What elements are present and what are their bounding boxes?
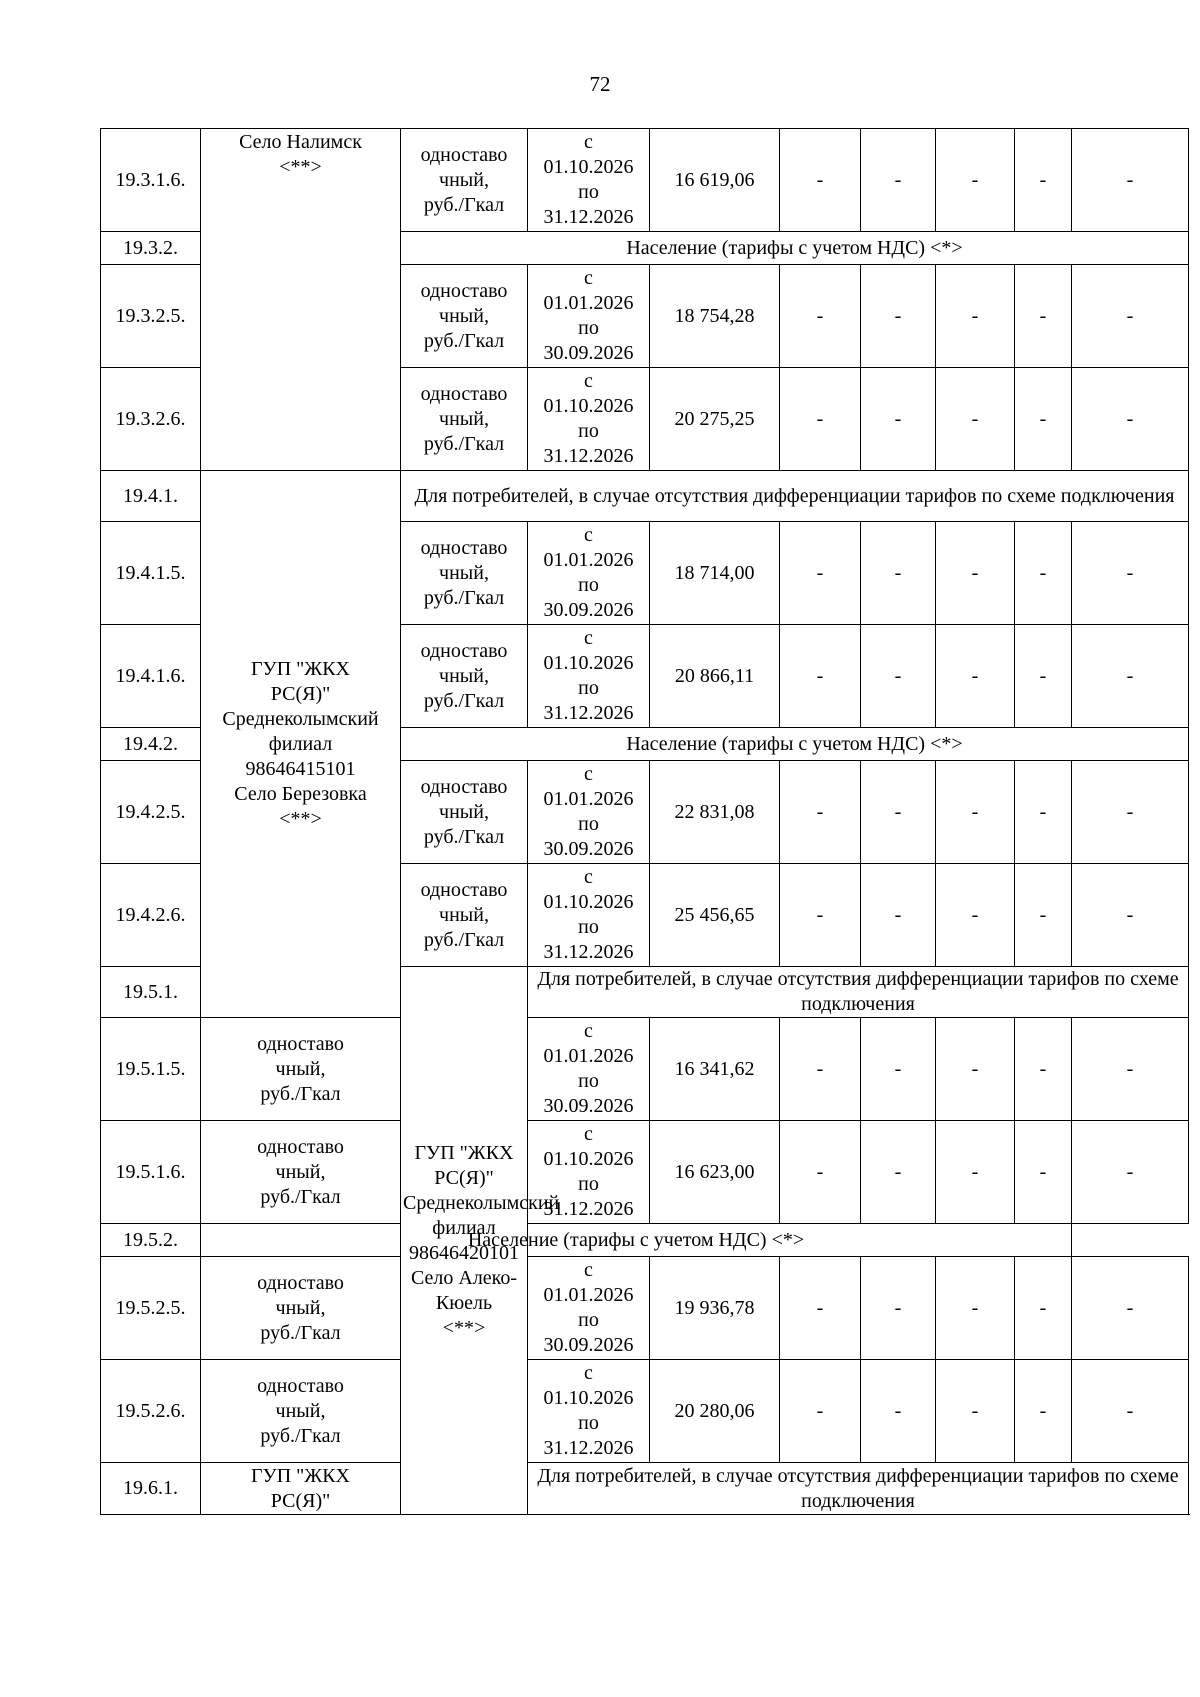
empty-value-cell: - (861, 625, 936, 728)
empty-value-cell: - (936, 1121, 1015, 1224)
empty-value-cell: - (780, 129, 861, 232)
empty-value-cell: - (861, 1360, 936, 1463)
table-row (101, 1360, 1189, 1463)
empty-value-cell: - (1015, 1121, 1072, 1224)
empty-value-cell: - (861, 129, 936, 232)
empty-value-cell: - (936, 522, 1015, 625)
empty-value-cell: - (861, 1257, 936, 1360)
tariff-value-cell: 16 623,00 (650, 1121, 780, 1224)
row-code: 19.3.2.6. (101, 368, 201, 471)
row-code: 19.3.2.5. (101, 265, 201, 368)
period-cell: с 01.01.2026 по 30.09.2026 (528, 761, 650, 864)
empty-value-cell: - (1015, 864, 1072, 967)
tariff-type-cell: одноставо чный, руб./Гкал (401, 864, 528, 967)
tariff-type-cell: одноставо чный, руб./Гкал (401, 522, 528, 625)
tariff-type-cell: одноставо чный, руб./Гкал (201, 1257, 401, 1360)
empty-value-cell: - (936, 625, 1015, 728)
empty-value-cell: - (1015, 368, 1072, 471)
tariff-type-cell: одноставо чный, руб./Гкал (401, 129, 528, 232)
period-cell: с 01.10.2026 по 31.12.2026 (528, 129, 650, 232)
empty-value-cell: - (1015, 625, 1072, 728)
period-cell: с 01.01.2026 по 30.09.2026 (528, 522, 650, 625)
period-cell: с 01.01.2026 по 30.09.2026 (528, 265, 650, 368)
population-header: Население (тарифы с учетом НДС) <*> (201, 1224, 1072, 1257)
tariff-type-cell: одноставо чный, руб./Гкал (401, 368, 528, 471)
row-code: 19.3.2. (101, 232, 201, 265)
row-code: 19.4.1.5. (101, 522, 201, 625)
row-code: 19.5.2. (101, 1224, 201, 1257)
tariff-type-cell: одноставо чный, руб./Гкал (201, 1121, 401, 1224)
period-cell: с 01.10.2026 по 31.12.2026 (528, 1360, 650, 1463)
consumer-group-header: Для потребителей, в случае отсутствия дифференциации тарифов по схеме подключения (528, 967, 1189, 1018)
empty-value-cell: - (780, 522, 861, 625)
population-header: Население (тарифы с учетом НДС) <*> (401, 232, 1189, 265)
table-row (101, 129, 1189, 232)
table-row (101, 471, 1189, 522)
empty-value-cell: - (780, 265, 861, 368)
row-code: 19.5.1. (101, 967, 201, 1018)
empty-value-cell: - (861, 1018, 936, 1121)
empty-value-cell: - (936, 1360, 1015, 1463)
row-code: 19.3.1.6. (101, 129, 201, 232)
tariff-value-cell: 20 866,11 (650, 625, 780, 728)
empty-value-cell: - (936, 129, 1015, 232)
empty-value-cell: - (780, 368, 861, 471)
row-code: 19.5.2.5. (101, 1257, 201, 1360)
empty-value-cell: - (861, 522, 936, 625)
tariff-value-cell: 16 619,06 (650, 129, 780, 232)
empty-value-cell: - (936, 864, 1015, 967)
tariff-type-cell: одноставо чный, руб./Гкал (201, 1018, 401, 1121)
empty-value-cell: - (1072, 761, 1189, 864)
empty-value-cell: - (1072, 864, 1189, 967)
period-cell: с 01.10.2026 по 31.12.2026 (528, 864, 650, 967)
organization-cell: ГУП "ЖКХ РС(Я)" (201, 1463, 401, 1515)
tariff-value-cell: 20 280,06 (650, 1360, 780, 1463)
row-code: 19.4.1.6. (101, 625, 201, 728)
empty-value-cell: - (1072, 1257, 1189, 1360)
empty-value-cell: - (936, 1257, 1015, 1360)
row-code: 19.4.1. (101, 471, 201, 522)
consumer-group-header: Для потребителей, в случае отсутствия дифференциации тарифов по схеме подключения (528, 1463, 1189, 1515)
period-cell: с 01.10.2026 по 31.12.2026 (528, 625, 650, 728)
empty-value-cell: - (861, 368, 936, 471)
row-code: 19.5.2.6. (101, 1360, 201, 1463)
empty-value-cell: - (861, 1121, 936, 1224)
tariff-value-cell: 18 754,28 (650, 265, 780, 368)
row-code: 19.5.1.6. (101, 1121, 201, 1224)
empty-value-cell: - (861, 761, 936, 864)
tariff-value-cell: 19 936,78 (650, 1257, 780, 1360)
page-number: 72 (589, 72, 611, 96)
empty-value-cell: - (780, 761, 861, 864)
empty-value-cell: - (780, 1018, 861, 1121)
empty-value-cell: - (936, 368, 1015, 471)
empty-value-cell: - (1015, 522, 1072, 625)
population-header: Население (тарифы с учетом НДС) <*> (401, 728, 1189, 761)
empty-value-cell: - (780, 625, 861, 728)
tariff-value-cell: 25 456,65 (650, 864, 780, 967)
tariff-value-cell: 20 275,25 (650, 368, 780, 471)
empty-value-cell: - (1072, 129, 1189, 232)
tariff-type-cell: одноставо чный, руб./Гкал (201, 1360, 401, 1463)
empty-value-cell: - (936, 265, 1015, 368)
empty-value-cell: - (1015, 1360, 1072, 1463)
table-row (101, 1224, 1189, 1257)
empty-value-cell: - (1072, 1121, 1189, 1224)
consumer-group-header: Для потребителей, в случае отсутствия дифференциации тарифов по схеме подключения (401, 471, 1189, 522)
empty-value-cell: - (861, 265, 936, 368)
organization-cell: ГУП "ЖКХ РС(Я)" Среднеколымский филиал 98646420101 Село Алеко- Кюель <**> (401, 967, 528, 1515)
tariff-type-cell: одноставо чный, руб./Гкал (401, 761, 528, 864)
row-code: 19.5.1.5. (101, 1018, 201, 1121)
tariff-table-body (101, 129, 1189, 1515)
tariff-type-cell: одноставо чный, руб./Гкал (401, 625, 528, 728)
tariff-value-cell: 22 831,08 (650, 761, 780, 864)
empty-value-cell: - (780, 1257, 861, 1360)
row-code: 19.6.1. (101, 1463, 201, 1515)
period-cell: с 01.01.2026 по 30.09.2026 (528, 1018, 650, 1121)
empty-value-cell: - (1072, 1360, 1189, 1463)
period-cell: с 01.10.2026 по 31.12.2026 (528, 368, 650, 471)
tariff-value-cell: 18 714,00 (650, 522, 780, 625)
tariff-table (100, 128, 1189, 1515)
row-code: 19.4.2.5. (101, 761, 201, 864)
empty-value-cell: - (780, 1360, 861, 1463)
table-row (101, 1018, 1189, 1121)
empty-value-cell: - (1072, 368, 1189, 471)
empty-value-cell: - (1015, 129, 1072, 232)
empty-value-cell: - (1015, 265, 1072, 368)
empty-value-cell: - (1072, 625, 1189, 728)
empty-value-cell: - (1015, 761, 1072, 864)
table-row (101, 1463, 1189, 1515)
tariff-type-cell: одноставо чный, руб./Гкал (401, 265, 528, 368)
empty-value-cell: - (936, 761, 1015, 864)
empty-value-cell: - (1072, 1018, 1189, 1121)
empty-value-cell: - (780, 864, 861, 967)
row-code: 19.4.2.6. (101, 864, 201, 967)
empty-value-cell: - (936, 1018, 1015, 1121)
table-row (101, 1121, 1189, 1224)
table-row (101, 1257, 1189, 1360)
row-code: 19.4.2. (101, 728, 201, 761)
empty-value-cell: - (861, 864, 936, 967)
organization-cell: Село Налимск <**> (201, 129, 401, 471)
empty-value-cell: - (1015, 1018, 1072, 1121)
empty-value-cell: - (1072, 265, 1189, 368)
tariff-value-cell: 16 341,62 (650, 1018, 780, 1121)
empty-value-cell: - (780, 1121, 861, 1224)
organization-cell: ГУП "ЖКХ РС(Я)" Среднеколымский филиал 98646415101 Село Березовка <**> (201, 471, 401, 1018)
empty-value-cell: - (1072, 522, 1189, 625)
period-cell: с 01.01.2026 по 30.09.2026 (528, 1257, 650, 1360)
empty-value-cell: - (1015, 1257, 1072, 1360)
period-cell: с 01.10.2026 по 31.12.2026 (528, 1121, 650, 1224)
